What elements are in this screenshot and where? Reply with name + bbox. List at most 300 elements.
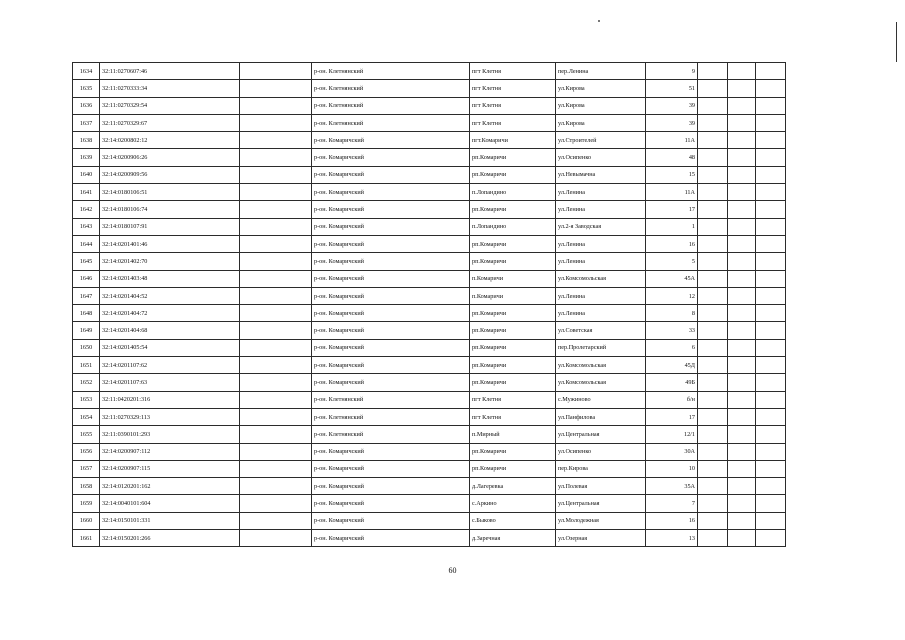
locality: рп.Комаричи <box>470 253 556 270</box>
empty-cell <box>756 235 786 252</box>
street: ул.Кирова <box>556 97 646 114</box>
table-row <box>73 426 786 443</box>
empty-cell <box>240 270 312 287</box>
street: ул.2-я Заводская <box>556 218 646 235</box>
empty-cell <box>756 253 786 270</box>
empty-cell <box>240 80 312 97</box>
empty-cell <box>698 253 728 270</box>
district: р-он. Комаричский <box>312 270 470 287</box>
empty-cell <box>728 460 756 477</box>
house-number: 17 <box>646 408 698 425</box>
cadastral-number: 32:11:0270607:46 <box>100 63 240 80</box>
empty-cell <box>240 287 312 304</box>
empty-cell <box>728 426 756 443</box>
empty-cell <box>756 322 786 339</box>
house-number: 17 <box>646 201 698 218</box>
house-number: 30А <box>646 443 698 460</box>
empty-cell <box>240 460 312 477</box>
cadastral-number: 32:14:0200906:26 <box>100 149 240 166</box>
empty-cell <box>756 63 786 80</box>
district: р-он. Клетнянский <box>312 391 470 408</box>
cadastral-number: 32:14:0201401:46 <box>100 235 240 252</box>
house-number: 11А <box>646 132 698 149</box>
locality: рп.Комаричи <box>470 166 556 183</box>
empty-cell <box>698 114 728 131</box>
table-row <box>73 287 786 304</box>
cadastral-number: 32:11:0270333:34 <box>100 80 240 97</box>
cadastral-number: 32:14:0150101:331 <box>100 512 240 529</box>
house-number: 8 <box>646 305 698 322</box>
row-number: 1640 <box>73 166 100 183</box>
row-number: 1653 <box>73 391 100 408</box>
cadastral-number: 32:14:0120201:162 <box>100 478 240 495</box>
cadastral-number: 32:14:0150201:266 <box>100 530 240 547</box>
empty-cell <box>240 530 312 547</box>
empty-cell <box>698 512 728 529</box>
table-row <box>73 132 786 149</box>
locality: рп.Комаричи <box>470 322 556 339</box>
locality: рп.Комаричи <box>470 357 556 374</box>
page-number: 60 <box>448 566 457 575</box>
house-number: б/н <box>646 391 698 408</box>
street: ул.Осипенко <box>556 443 646 460</box>
empty-cell <box>698 357 728 374</box>
empty-cell <box>756 218 786 235</box>
empty-cell <box>728 391 756 408</box>
empty-cell <box>698 322 728 339</box>
house-number: 1 <box>646 218 698 235</box>
street: ул.Ленина <box>556 253 646 270</box>
locality: пгт.Комаричи <box>470 132 556 149</box>
locality: пгт Клетня <box>470 80 556 97</box>
cadastral-number: 32:14:0200907:112 <box>100 443 240 460</box>
district: р-он. Клетнянский <box>312 97 470 114</box>
empty-cell <box>240 339 312 356</box>
house-number: 45А <box>646 270 698 287</box>
empty-cell <box>728 357 756 374</box>
locality: рп.Комаричи <box>470 339 556 356</box>
house-number: 51 <box>646 80 698 97</box>
house-number: 11А <box>646 184 698 201</box>
locality: рп.Комаричи <box>470 374 556 391</box>
street: ул.Ленина <box>556 287 646 304</box>
row-number: 1638 <box>73 132 100 149</box>
empty-cell <box>728 495 756 512</box>
table-row <box>73 374 786 391</box>
empty-cell <box>698 391 728 408</box>
district: р-он. Комаричский <box>312 201 470 218</box>
empty-cell <box>240 235 312 252</box>
empty-cell <box>728 63 756 80</box>
house-number: 10 <box>646 460 698 477</box>
district: р-он. Комаричский <box>312 132 470 149</box>
row-number: 1642 <box>73 201 100 218</box>
street: ул.Осипенко <box>556 149 646 166</box>
empty-cell <box>728 253 756 270</box>
page-edge-rule <box>896 22 897 62</box>
cadastral-number: 32:14:0201107:62 <box>100 357 240 374</box>
street: ул.Молодежная <box>556 512 646 529</box>
empty-cell <box>728 149 756 166</box>
table-row <box>73 235 786 252</box>
empty-cell <box>698 149 728 166</box>
empty-cell <box>728 235 756 252</box>
table-row <box>73 305 786 322</box>
empty-cell <box>756 305 786 322</box>
street: пер.Кирова <box>556 460 646 477</box>
street: ул.Комсомольская <box>556 357 646 374</box>
cadastral-number: 32:14:0201405:54 <box>100 339 240 356</box>
district: р-он. Клетнянский <box>312 426 470 443</box>
empty-cell <box>698 218 728 235</box>
locality: пгт Клетня <box>470 97 556 114</box>
empty-cell <box>728 97 756 114</box>
district: р-он. Комаричский <box>312 218 470 235</box>
empty-cell <box>698 374 728 391</box>
table-row <box>73 357 786 374</box>
street: ул.Ленина <box>556 235 646 252</box>
row-number: 1661 <box>73 530 100 547</box>
cadastral-number: 32:14:0200909:56 <box>100 166 240 183</box>
row-number: 1635 <box>73 80 100 97</box>
house-number: 12/1 <box>646 426 698 443</box>
table-row <box>73 478 786 495</box>
empty-cell <box>240 63 312 80</box>
table-row <box>73 339 786 356</box>
empty-cell <box>728 132 756 149</box>
house-number: 9 <box>646 63 698 80</box>
locality: рп.Комаричи <box>470 235 556 252</box>
locality: п.Лопандино <box>470 184 556 201</box>
empty-cell <box>698 530 728 547</box>
district: р-он. Комаричский <box>312 339 470 356</box>
locality: пгт Клетня <box>470 408 556 425</box>
locality: пгт Клетня <box>470 114 556 131</box>
scan-speck <box>598 20 600 22</box>
house-number: 45Д <box>646 357 698 374</box>
district: р-он. Комаричский <box>312 305 470 322</box>
street: ул.Озерная <box>556 530 646 547</box>
empty-cell <box>240 408 312 425</box>
locality: рп.Комаричи <box>470 149 556 166</box>
cadastral-number: 32:14:0201404:72 <box>100 305 240 322</box>
empty-cell <box>240 114 312 131</box>
district: р-он. Комаричский <box>312 460 470 477</box>
table-row <box>73 495 786 512</box>
empty-cell <box>698 460 728 477</box>
row-number: 1656 <box>73 443 100 460</box>
table-row <box>73 408 786 425</box>
district: р-он. Клетнянский <box>312 408 470 425</box>
row-number: 1651 <box>73 357 100 374</box>
street: ул.Полевая <box>556 478 646 495</box>
locality: п.Мирный <box>470 426 556 443</box>
empty-cell <box>728 114 756 131</box>
table-row <box>73 270 786 287</box>
district: р-он. Комаричский <box>312 184 470 201</box>
table-row <box>73 218 786 235</box>
row-number: 1655 <box>73 426 100 443</box>
row-number: 1650 <box>73 339 100 356</box>
table-row <box>73 530 786 547</box>
empty-cell <box>728 305 756 322</box>
table-row <box>73 63 786 80</box>
empty-cell <box>756 287 786 304</box>
locality: рп.Комаричи <box>470 201 556 218</box>
row-number: 1648 <box>73 305 100 322</box>
empty-cell <box>698 97 728 114</box>
empty-cell <box>698 270 728 287</box>
empty-cell <box>698 443 728 460</box>
empty-cell <box>698 339 728 356</box>
row-number: 1658 <box>73 478 100 495</box>
empty-cell <box>728 218 756 235</box>
cadastral-number: 32:14:0201402:70 <box>100 253 240 270</box>
street: ул.Ленина <box>556 184 646 201</box>
street: ул.Невымачна <box>556 166 646 183</box>
empty-cell <box>240 478 312 495</box>
empty-cell <box>756 357 786 374</box>
empty-cell <box>698 426 728 443</box>
empty-cell <box>698 408 728 425</box>
table-body <box>73 63 786 547</box>
empty-cell <box>728 322 756 339</box>
empty-cell <box>728 478 756 495</box>
district: р-он. Клетнянский <box>312 63 470 80</box>
row-number: 1660 <box>73 512 100 529</box>
row-number: 1659 <box>73 495 100 512</box>
row-number: 1647 <box>73 287 100 304</box>
empty-cell <box>240 201 312 218</box>
row-number: 1641 <box>73 184 100 201</box>
empty-cell <box>240 426 312 443</box>
empty-cell <box>240 149 312 166</box>
house-number: 12 <box>646 287 698 304</box>
street: ул.Комсомольская <box>556 270 646 287</box>
empty-cell <box>756 374 786 391</box>
table-row <box>73 391 786 408</box>
empty-cell <box>756 460 786 477</box>
empty-cell <box>756 184 786 201</box>
cadastral-number: 32:11:0270329:67 <box>100 114 240 131</box>
row-number: 1644 <box>73 235 100 252</box>
empty-cell <box>756 80 786 97</box>
cadastral-number: 32:14:0180106:51 <box>100 184 240 201</box>
district: р-он. Комаричский <box>312 512 470 529</box>
row-number: 1643 <box>73 218 100 235</box>
empty-cell <box>240 374 312 391</box>
street: ул.Комсомольская <box>556 374 646 391</box>
street: ул.Ленина <box>556 305 646 322</box>
empty-cell <box>240 512 312 529</box>
empty-cell <box>728 201 756 218</box>
district: р-он. Комаричский <box>312 166 470 183</box>
locality: рп.Комаричи <box>470 460 556 477</box>
locality: д.Лагеревка <box>470 478 556 495</box>
empty-cell <box>240 132 312 149</box>
empty-cell <box>240 184 312 201</box>
house-number: 16 <box>646 235 698 252</box>
row-number: 1634 <box>73 63 100 80</box>
locality: рп.Комаричи <box>470 305 556 322</box>
empty-cell <box>698 132 728 149</box>
row-number: 1646 <box>73 270 100 287</box>
empty-cell <box>240 391 312 408</box>
cadastral-number: 32:11:0270329:113 <box>100 408 240 425</box>
district: р-он. Комаричский <box>312 495 470 512</box>
empty-cell <box>728 270 756 287</box>
district: р-он. Комаричский <box>312 443 470 460</box>
district: р-он. Клетнянский <box>312 114 470 131</box>
house-number: 35А <box>646 478 698 495</box>
table-row <box>73 512 786 529</box>
empty-cell <box>756 339 786 356</box>
locality: д.Заречная <box>470 530 556 547</box>
empty-cell <box>756 391 786 408</box>
empty-cell <box>728 339 756 356</box>
district: р-он. Комаричский <box>312 253 470 270</box>
empty-cell <box>728 512 756 529</box>
empty-cell <box>698 63 728 80</box>
house-number: 15 <box>646 166 698 183</box>
empty-cell <box>698 166 728 183</box>
empty-cell <box>698 287 728 304</box>
district: р-он. Клетнянский <box>312 80 470 97</box>
cadastral-number: 32:14:0180106:74 <box>100 201 240 218</box>
empty-cell <box>240 322 312 339</box>
empty-cell <box>698 80 728 97</box>
street: пер.Пролетарский <box>556 339 646 356</box>
locality: пгт Клетня <box>470 391 556 408</box>
locality: п.Лопандино <box>470 218 556 235</box>
street: ул.Строителей <box>556 132 646 149</box>
table-row <box>73 149 786 166</box>
cadastral-number: 32:14:0201404:68 <box>100 322 240 339</box>
empty-cell <box>240 495 312 512</box>
cadastral-number: 32:14:0200907:115 <box>100 460 240 477</box>
table-row <box>73 201 786 218</box>
locality: пгт Клетня <box>470 63 556 80</box>
house-number: 39 <box>646 97 698 114</box>
empty-cell <box>698 201 728 218</box>
house-number: 39 <box>646 114 698 131</box>
street: ул.Центральная <box>556 495 646 512</box>
empty-cell <box>756 114 786 131</box>
cadastral-number: 32:14:0040101:604 <box>100 495 240 512</box>
locality: п.Комаричи <box>470 287 556 304</box>
row-number: 1652 <box>73 374 100 391</box>
cadastral-number: 32:14:0200802:12 <box>100 132 240 149</box>
empty-cell <box>728 166 756 183</box>
street: ул.Центральная <box>556 426 646 443</box>
house-number: 6 <box>646 339 698 356</box>
cadastral-number: 32:11:0270329:54 <box>100 97 240 114</box>
empty-cell <box>728 80 756 97</box>
empty-cell <box>698 235 728 252</box>
district: р-он. Комаричский <box>312 478 470 495</box>
street: с.Мужиново <box>556 391 646 408</box>
table-row <box>73 166 786 183</box>
locality: с.Быково <box>470 512 556 529</box>
table-row <box>73 460 786 477</box>
house-number: 49Б <box>646 374 698 391</box>
house-number: 7 <box>646 495 698 512</box>
district: р-он. Комаричский <box>312 374 470 391</box>
street: ул.Кирова <box>556 114 646 131</box>
empty-cell <box>698 495 728 512</box>
empty-cell <box>756 530 786 547</box>
cadastral-number: 32:11:0420201:316 <box>100 391 240 408</box>
row-number: 1645 <box>73 253 100 270</box>
empty-cell <box>756 132 786 149</box>
empty-cell <box>756 495 786 512</box>
empty-cell <box>756 166 786 183</box>
row-number: 1657 <box>73 460 100 477</box>
property-registry-table <box>72 62 786 547</box>
street: ул.Советская <box>556 322 646 339</box>
empty-cell <box>756 478 786 495</box>
table-row <box>73 184 786 201</box>
empty-cell <box>728 408 756 425</box>
table-row <box>73 253 786 270</box>
row-number: 1649 <box>73 322 100 339</box>
district: р-он. Комаричский <box>312 322 470 339</box>
empty-cell <box>698 305 728 322</box>
cadastral-number: 32:14:0201107:63 <box>100 374 240 391</box>
empty-cell <box>698 478 728 495</box>
table-row <box>73 114 786 131</box>
house-number: 5 <box>646 253 698 270</box>
house-number: 16 <box>646 512 698 529</box>
district: р-он. Комаричский <box>312 530 470 547</box>
empty-cell <box>240 443 312 460</box>
house-number: 13 <box>646 530 698 547</box>
street: пер.Ленина <box>556 63 646 80</box>
row-number: 1639 <box>73 149 100 166</box>
empty-cell <box>756 512 786 529</box>
empty-cell <box>728 443 756 460</box>
house-number: 48 <box>646 149 698 166</box>
table-row <box>73 443 786 460</box>
row-number: 1636 <box>73 97 100 114</box>
empty-cell <box>240 97 312 114</box>
cadastral-number: 32:14:0201404:52 <box>100 287 240 304</box>
empty-cell <box>728 287 756 304</box>
empty-cell <box>240 357 312 374</box>
cadastral-number: 32:14:0180107:91 <box>100 218 240 235</box>
empty-cell <box>240 305 312 322</box>
district: р-он. Комаричский <box>312 357 470 374</box>
street: ул.Ленина <box>556 201 646 218</box>
locality: с.Аркино <box>470 495 556 512</box>
empty-cell <box>240 253 312 270</box>
row-number: 1637 <box>73 114 100 131</box>
locality: рп.Комаричи <box>470 443 556 460</box>
table-row <box>73 322 786 339</box>
street: ул.Панфилова <box>556 408 646 425</box>
empty-cell <box>728 374 756 391</box>
house-number: 33 <box>646 322 698 339</box>
empty-cell <box>756 97 786 114</box>
empty-cell <box>728 530 756 547</box>
row-number: 1654 <box>73 408 100 425</box>
street: ул.Кирова <box>556 80 646 97</box>
district: р-он. Комаричский <box>312 235 470 252</box>
locality: п.Комаричи <box>470 270 556 287</box>
empty-cell <box>728 184 756 201</box>
cadastral-number: 32:11:0390101:293 <box>100 426 240 443</box>
empty-cell <box>240 218 312 235</box>
